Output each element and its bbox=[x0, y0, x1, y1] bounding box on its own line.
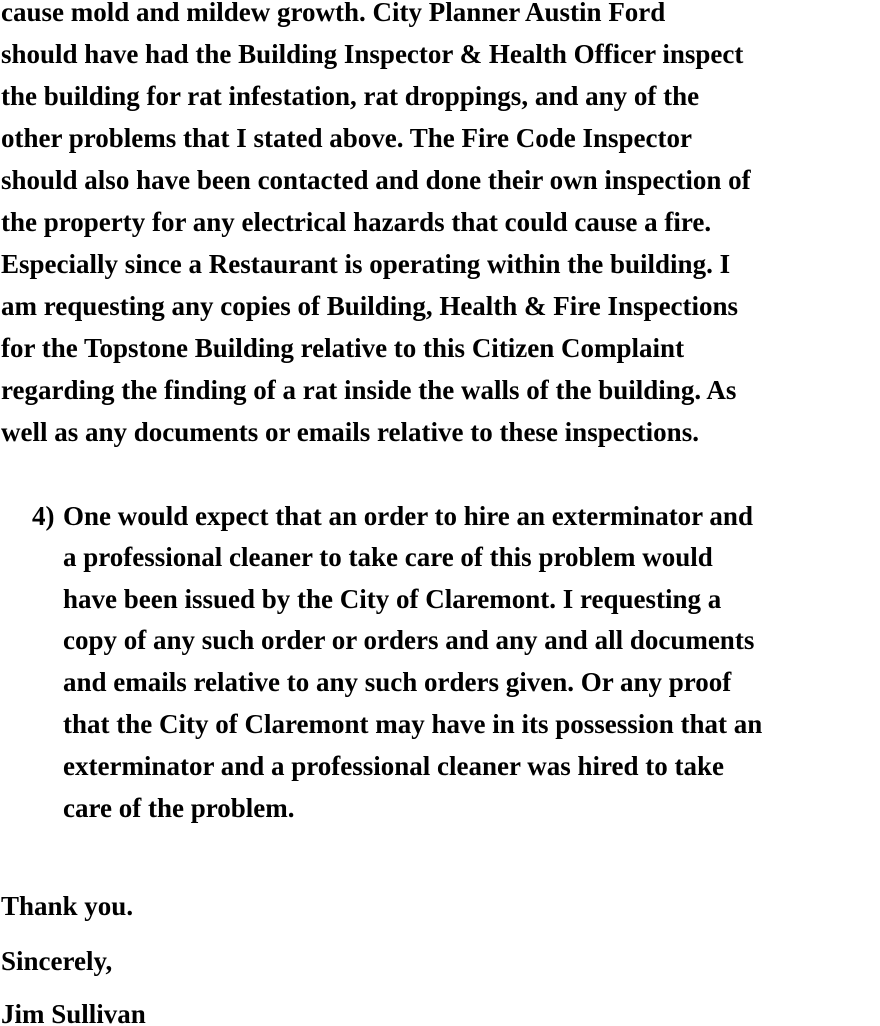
paragraph-line: for the Topstone Building relative to this Citizen Complaint bbox=[1, 333, 685, 363]
paragraph-line: well as any documents or emails relative to these inspections. bbox=[1, 417, 699, 447]
closing-thanks: Thank you. bbox=[1, 891, 134, 921]
list-item-number: 4) bbox=[32, 501, 55, 531]
list-item-line: and emails relative to any such orders given. Or any proof bbox=[63, 667, 732, 697]
signature-name: Jim Sullivan bbox=[1, 999, 146, 1026]
list-item-line: that the City of Claremont may have in its possession that an bbox=[63, 709, 763, 739]
paragraph-line: am requesting any copies of Building, Health & Fire Inspections bbox=[1, 291, 739, 321]
paragraph-line: regarding the finding of a rat inside the walls of the building. As bbox=[1, 375, 737, 405]
list-item-line: exterminator and a professional cleaner was hired to take bbox=[63, 751, 724, 781]
paragraph-line: should also have been contacted and done their own inspection of bbox=[1, 165, 751, 195]
list-item-line: care of the problem. bbox=[63, 793, 295, 823]
paragraph-line: should have had the Building Inspector & Health Officer inspect bbox=[1, 39, 744, 69]
paragraph-line: the building for rat infestation, rat droppings, and any of the bbox=[1, 81, 700, 111]
paragraph-line: Especially since a Restaurant is operating within the building. I bbox=[1, 249, 731, 279]
list-item-line: One would expect that an order to hire an exterminator and bbox=[63, 501, 753, 531]
list-item-line: a professional cleaner to take care of this problem would bbox=[63, 542, 713, 572]
paragraph-line: other problems that I stated above. The Fire Code Inspector bbox=[1, 123, 692, 153]
closing-sign-off: Sincerely, bbox=[1, 946, 113, 976]
paragraph-line: cause mold and mildew growth. City Planner Austin Ford bbox=[1, 0, 666, 27]
list-item-line: copy of any such order or orders and any and all documents bbox=[63, 625, 755, 655]
list-item-line: have been issued by the City of Claremont. I requesting a bbox=[63, 584, 722, 614]
paragraph-line: the property for any electrical hazards that could cause a fire. bbox=[1, 207, 712, 237]
